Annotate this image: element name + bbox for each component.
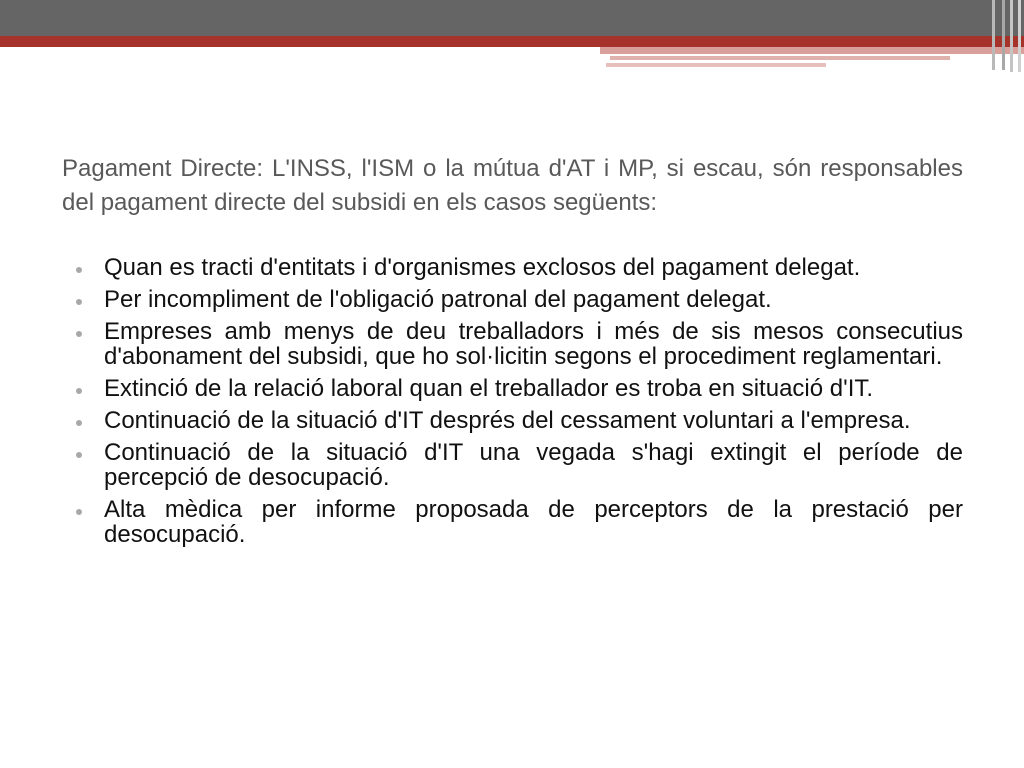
list-item bbox=[76, 287, 963, 312]
header-accent-stripe bbox=[0, 36, 1024, 47]
list-item bbox=[76, 440, 963, 490]
list-item bbox=[76, 408, 963, 433]
corner-decoration-bar bbox=[1018, 0, 1021, 72]
header-decoration-stripe bbox=[606, 63, 826, 67]
list-item-text: Continuació de la situació d'IT una vegada s'hagi extingit el període de percepció de desocupació. bbox=[104, 439, 963, 491]
bullet-icon bbox=[76, 420, 82, 426]
bullet-list bbox=[76, 255, 963, 554]
bullet-icon bbox=[76, 452, 82, 458]
list-item-text: Alta mèdica per informe proposada de perceptors de la prestació per desocupació. bbox=[104, 496, 963, 548]
bullet-icon bbox=[76, 299, 82, 305]
list-item-text: Empreses amb menys de deu treballadors i més de sis mesos consecutius d'abonament del subsidi, que ho sol·licitin segons el procediment reglamentari. bbox=[104, 318, 963, 370]
list-item bbox=[76, 319, 963, 369]
list-item bbox=[76, 497, 963, 547]
corner-decoration-bar bbox=[1010, 0, 1013, 72]
corner-decoration-bar bbox=[992, 0, 995, 70]
bullet-icon bbox=[76, 509, 82, 515]
bullet-icon bbox=[76, 267, 82, 273]
list-item-text: Per incompliment de l'obligació patronal del pagament delegat. bbox=[104, 286, 772, 313]
list-item bbox=[76, 255, 963, 280]
header-band bbox=[0, 0, 1024, 36]
intro-paragraph: Pagament Directe: L'INSS, l'ISM o la mútua d'AT i MP, si escau, són responsables del pagament directe del subsidi en els casos següents: bbox=[62, 155, 963, 216]
header-decoration-stripe bbox=[610, 56, 950, 60]
list-item-text: Extinció de la relació laboral quan el treballador es troba en situació d'IT. bbox=[104, 375, 874, 402]
corner-decoration-bar bbox=[1002, 0, 1005, 70]
bullet-icon bbox=[76, 388, 82, 394]
list-item-text: Continuació de la situació d'IT després del cessament voluntari a l'empresa. bbox=[104, 407, 911, 434]
header-decoration-stripe bbox=[600, 47, 1024, 54]
list-item-text: Quan es tracti d'entitats i d'organismes exclosos del pagament delegat. bbox=[104, 254, 861, 281]
bullet-icon bbox=[76, 331, 82, 337]
list-item bbox=[76, 376, 963, 401]
